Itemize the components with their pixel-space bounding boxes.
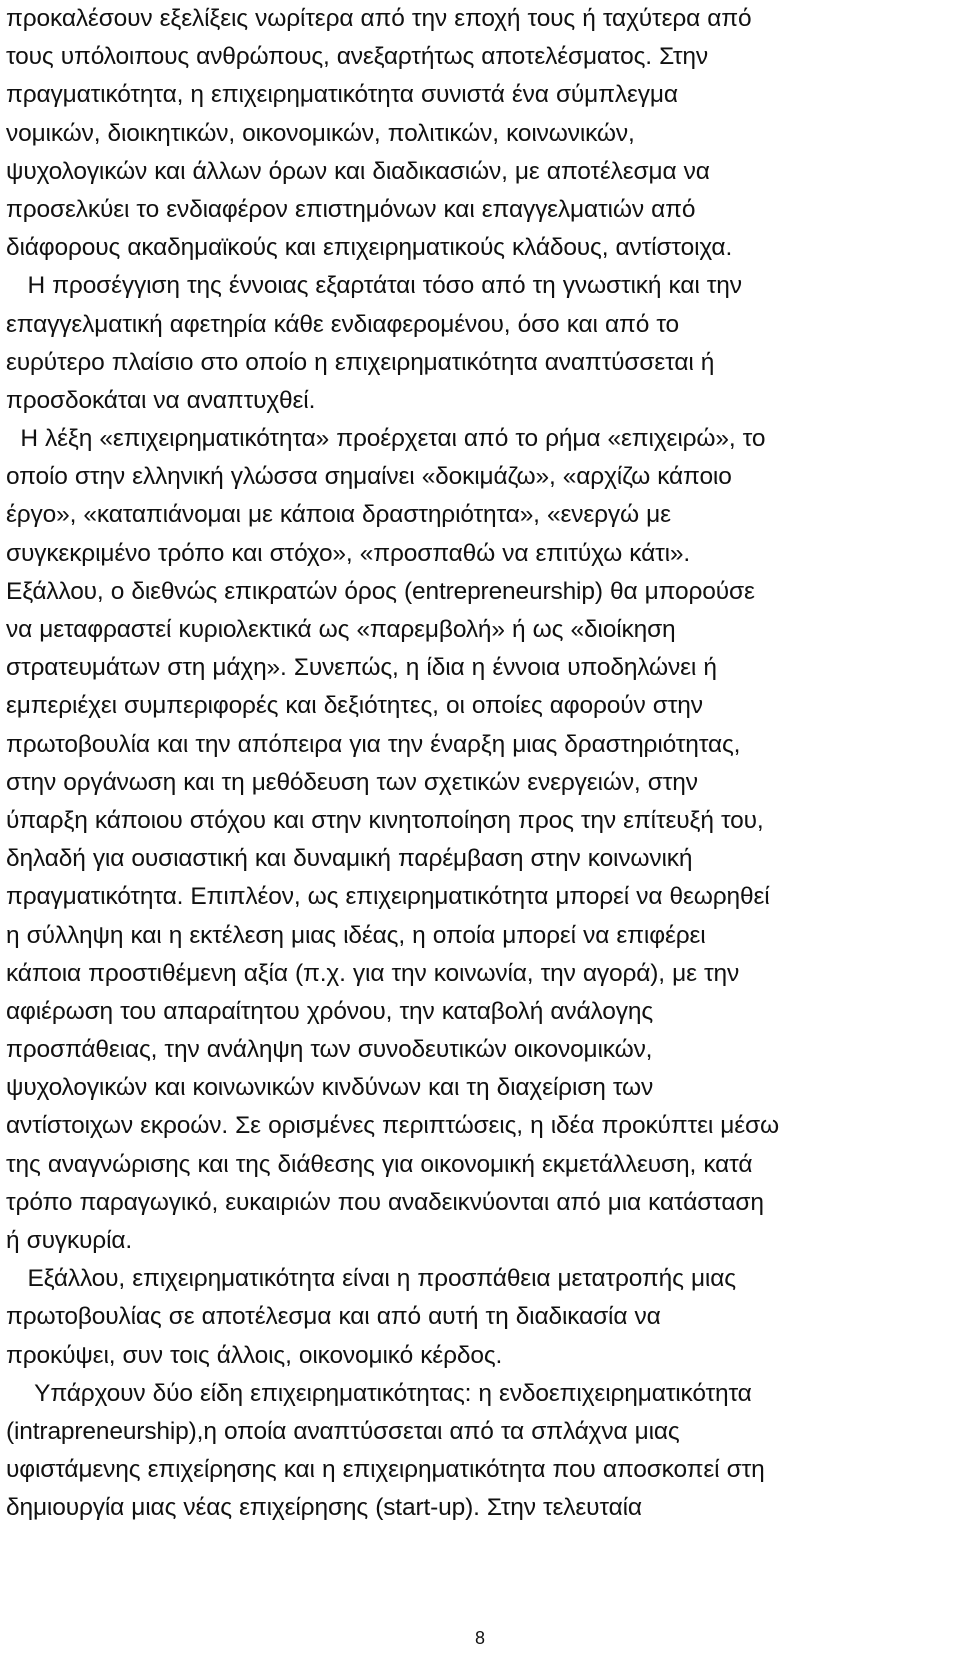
text-line: ύπαρξη κάποιου στόχου και στην κινητοποίηση προς την επίτευξή του, — [6, 806, 764, 834]
text-line: συγκεκριμένο τρόπο και στόχο», «προσπαθώ να επιτύχω κάτι». — [6, 539, 691, 567]
text-line: στην οργάνωση και τη μεθόδευση των σχετικών ενεργειών, στην — [6, 768, 698, 796]
text-line: ψυχολογικών και άλλων όρων και διαδικασιών, με αποτέλεσμα να — [6, 157, 710, 185]
text-line: πραγματικότητα, η επιχειρηματικότητα συνιστά ένα σύμπλεγμα — [6, 81, 678, 109]
text-line: η σύλληψη και η εκτέλεση μιας ιδέας, η οποία μπορεί να επιφέρει — [6, 921, 706, 949]
text-line: Εξάλλου, ο διεθνώς επικρατών όρος (entrepreneurship) θα μπορούσε — [6, 577, 755, 605]
body-text — [6, 0, 946, 1528]
text-line: προσπάθειας, την ανάληψη των συνοδευτικών οικονομικών, — [6, 1036, 653, 1064]
text-line: κάποια προστιθέμενη αξία (π.χ. για την κοινωνία, την αγορά), με την — [6, 959, 740, 987]
text-line: προσδοκάται να αναπτυχθεί. — [6, 386, 316, 414]
text-line: νομικών, διοικητικών, οικονομικών, πολιτικών, κοινωνικών, — [6, 119, 635, 147]
text-line: οποίο στην ελληνική γλώσσα σημαίνει «δοκιμάζω», «αρχίζω κάποιο — [6, 463, 732, 491]
text-line: τους υπόλοιπους ανθρώπους, ανεξαρτήτως αποτελέσματος. Στην — [6, 43, 708, 71]
text-line: διάφορους ακαδημαϊκούς και επιχειρηματικούς κλάδους, αντίστοιχα. — [6, 234, 733, 262]
text-line: ψυχολογικών και κοινωνικών κινδύνων και τη διαχείριση των — [6, 1074, 654, 1102]
text-line: επαγγελματική αφετηρία κάθε ενδιαφερομένου, όσο και από το — [6, 310, 680, 338]
text-line: αφιέρωση του απαραίτητου χρόνου, την καταβολή ανάλογης — [6, 997, 653, 1025]
text-line: πρωτοβουλία και την απόπειρα για την έναρξη μιας δραστηριότητας, — [6, 730, 741, 758]
text-line: (intrapreneurship),η οποία αναπτύσσεται από τα σπλάχνα μιας — [6, 1417, 680, 1445]
text-line: πραγματικότητα. Επιπλέον, ως επιχειρηματικότητα μπορεί να θεωρηθεί — [6, 883, 770, 911]
text-line: δηλαδή για ουσιαστική και δυναμική παρέμβαση στην κοινωνική — [6, 845, 693, 873]
text-line: Εξάλλου, επιχειρηματικότητα είναι η προσπάθεια μετατροπής μιας — [6, 1265, 736, 1293]
text-line: προκαλέσουν εξελίξεις νωρίτερα από την εποχή τους ή ταχύτερα από — [6, 5, 752, 32]
page-number: 8 — [474, 1628, 485, 1648]
text-line: να μεταφραστεί κυριολεκτικά ως «παρεμβολή» ή ως «διοίκηση — [6, 616, 676, 643]
text-line: τρόπο παραγωγικό, ευκαιριών που αναδεικνύονται από μια κατάσταση — [6, 1188, 764, 1216]
text-line: Υπάρχουν δύο είδη επιχειρηματικότητας: η ενδοεπιχειρηματικότητα — [6, 1379, 752, 1407]
text-line: της αναγνώρισης και της διάθεσης για οικονομική εκμετάλλευση, κατά — [6, 1150, 753, 1178]
text-line: πρωτοβουλίας σε αποτέλεσμα και από αυτή τη διαδικασία να — [6, 1303, 661, 1331]
text-line: υφιστάμενης επιχείρησης και η επιχειρηματικότητα που αποσκοπεί στη — [6, 1456, 765, 1484]
text-line: στρατευμάτων στη μάχη». Συνεπώς, η ίδια η έννοια υποδηλώνει ή — [6, 654, 717, 682]
text-line: δημιουργία μιας νέας επιχείρησης (start-up). Στην τελευταία — [6, 1494, 642, 1522]
text-line: αντίστοιχων εκροών. Σε ορισμένες περιπτώσεις, η ιδέα προκύπτει μέσω — [6, 1112, 779, 1140]
text-line: προκύψει, συν τοις άλλοις, οικονομικό κέρδος. — [6, 1341, 503, 1369]
text-line: έργο», «καταπιάνομαι με κάποια δραστηριότητα», «ενεργώ με — [6, 501, 671, 529]
text-line: εμπεριέχει συμπεριφορές και δεξιότητες, οι οποίες αφορούν στην — [6, 692, 703, 720]
text-line: ή συγκυρία. — [6, 1227, 133, 1254]
text-line: ευρύτερο πλαίσιο στο οποίο η επιχειρηματικότητα αναπτύσσεται ή — [6, 348, 715, 376]
text-line: Η λέξη «επιχειρηματικότητα» προέρχεται από το ρήμα «επιχειρώ», το — [6, 425, 766, 453]
text-line: προσελκύει το ενδιαφέρον επιστημόνων και επαγγελματιών από — [6, 195, 696, 223]
text-line: Η προσέγγιση της έννοιας εξαρτάται τόσο από τη γνωστική και την — [6, 272, 742, 300]
